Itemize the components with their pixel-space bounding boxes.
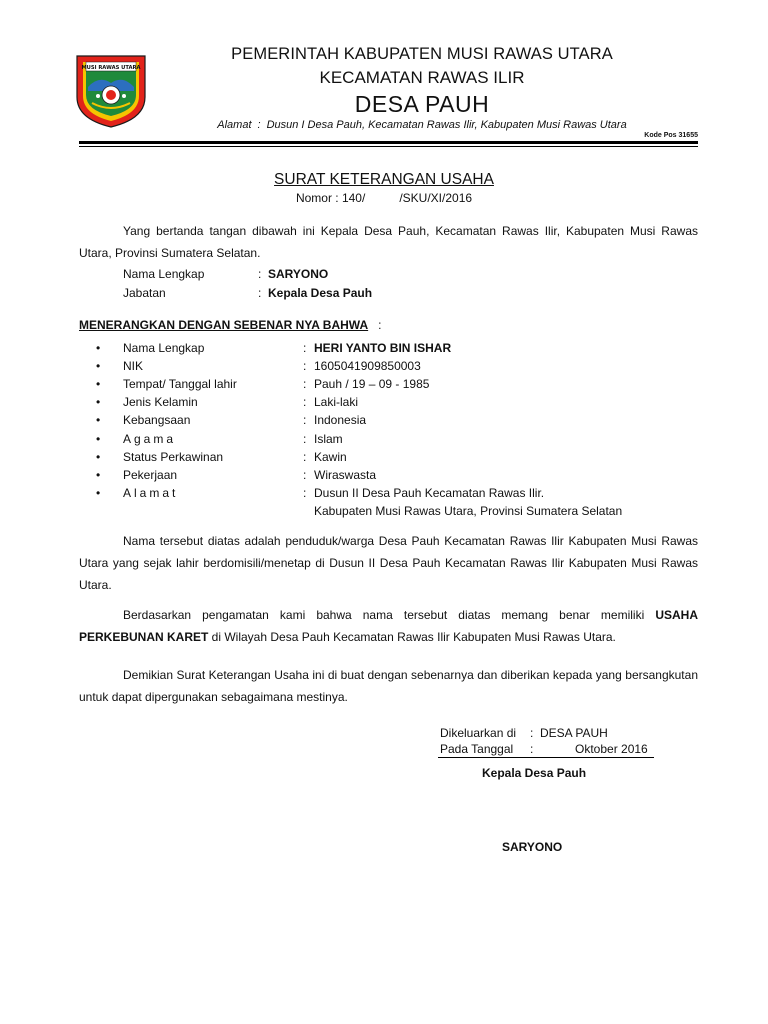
letterhead-address (150, 119, 694, 131)
subject-colon: : (303, 395, 307, 409)
subject-colon: : (303, 413, 307, 427)
subject-colon: : (303, 450, 307, 464)
document-number-suffix: /SKU/XI/2016 (399, 191, 473, 205)
subject-label: Agama (123, 432, 177, 446)
subject-label: Tempat/ Tanggal lahir (123, 377, 237, 391)
subject-value-line2: Kabupaten Musi Rawas Utara, Provinsi Sumatera Selatan (314, 504, 623, 518)
subject-colon: : (303, 468, 307, 482)
residency-paragraph (79, 530, 698, 596)
subject-colon: : (303, 377, 307, 391)
list-item (96, 395, 696, 413)
bullet-icon: • (96, 486, 101, 500)
issued-at-label: Dikeluarkan di (440, 726, 517, 740)
subject-label: Kebangsaan (123, 413, 191, 427)
regency-emblem-logo (74, 53, 148, 129)
document-number (0, 191, 768, 205)
business-type: USAHA PERKEBUNAN KARET (79, 608, 698, 644)
subject-colon: : (303, 486, 307, 500)
postal-code: Kode Pos 31655 (644, 132, 698, 139)
signer-name-value: SARYONO (268, 267, 329, 281)
closing-paragraph (79, 664, 698, 708)
subject-value: Wiraswasta (314, 468, 377, 482)
closing-text: Demikian Surat Keterangan Usaha ini di buat dengan sebenarnya dan diberikan kepada yang bersangkutan untuk dapat dipergunakan sebagaimana mestinya. (79, 668, 698, 704)
issued-at-colon: : (530, 726, 534, 740)
issue-date-value: Oktober 2016 (575, 742, 648, 756)
logo-banner-text: MUSI RAWAS UTARA (81, 65, 141, 71)
subject-colon: : (303, 432, 307, 446)
letterhead-divider-thin (79, 146, 698, 147)
list-item (96, 468, 696, 486)
document-title-text: SURAT KETERANGAN USAHA (274, 171, 494, 188)
business-text-after: di Wilayah Desa Pauh Kecamatan Rawas Ilir Kabupaten Musi Rawas Utara. (208, 630, 616, 644)
declaration-heading-text: MENERANGKAN DENGAN SEBENAR NYA BAHWA (79, 318, 369, 332)
list-item (96, 377, 696, 395)
bullet-icon: • (96, 377, 101, 391)
bullet-icon: • (96, 468, 101, 482)
signer-name-colon: : (258, 267, 262, 281)
letterhead-village: DESA PAUH (354, 91, 490, 117)
list-item (96, 359, 696, 377)
address-value: Dusun I Desa Pauh, Kecamatan Rawas Ilir, Kabupaten Musi Rawas Utara (266, 119, 627, 131)
bullet-icon: • (96, 395, 101, 409)
letterhead-government: PEMERINTAH KABUPATEN MUSI RAWAS UTARA (231, 45, 613, 63)
list-item (96, 432, 696, 450)
residency-text: Nama tersebut diatas adalah penduduk/warga Desa Pauh Kecamatan Rawas Ilir Kabupaten Musi Rawas Utara yang sejak lahir berdomisili/menetap di Dusun II Desa Pauh Kecamatan Rawas Ilir Kabupaten Musi Rawas Utara. (79, 534, 698, 592)
bullet-icon: • (96, 413, 101, 427)
signer-position-colon: : (258, 286, 262, 300)
document-title (0, 171, 768, 189)
bullet-icon: • (96, 341, 101, 355)
address-label: Alamat (217, 119, 252, 131)
intro-text: Yang bertanda tangan dibawah ini Kepala Desa Pauh, Kecamatan Rawas Ilir, Kabupaten Musi Rawas Utara, Provinsi Sumatera Selatan. (79, 224, 698, 260)
subject-colon: : (303, 341, 307, 355)
subject-value: Kawin (314, 450, 347, 464)
bullet-icon: • (96, 450, 101, 464)
bullet-icon: • (96, 432, 101, 446)
subject-label: Nama Lengkap (123, 341, 205, 355)
signatory-role: Kepala Desa Pauh (482, 766, 587, 780)
declaration-heading-colon: : (378, 318, 382, 332)
list-item (96, 450, 696, 468)
address-separator: : (257, 119, 261, 131)
subject-value: Dusun II Desa Pauh Kecamatan Rawas Ilir. (314, 486, 545, 500)
signer-position-value: Kepala Desa Pauh (268, 286, 373, 300)
list-item (96, 486, 696, 522)
list-item (96, 413, 696, 431)
subject-label: NIK (123, 359, 144, 373)
subject-label: Jenis Kelamin (123, 395, 198, 409)
intro-paragraph (79, 220, 698, 264)
business-paragraph (79, 604, 698, 648)
subject-colon: : (303, 359, 307, 373)
subject-value: 1605041909850003 (314, 359, 421, 373)
declaration-heading (79, 318, 381, 332)
signer-details (123, 267, 523, 307)
issue-date-colon: : (530, 742, 534, 756)
subject-value: Indonesia (314, 413, 367, 427)
business-text-before: Berdasarkan pengamatan kami bahwa nama tersebut diatas memang benar memiliki (123, 608, 656, 622)
issued-at-value: DESA PAUH (540, 726, 608, 740)
subject-label: Alamat (123, 486, 179, 500)
signature-divider (438, 757, 654, 758)
subject-value: HERI YANTO BIN ISHAR (314, 341, 452, 355)
letterhead-district: KECAMATAN RAWAS ILIR (319, 68, 525, 87)
signer-name-label: Nama Lengkap (123, 267, 205, 281)
subject-label: Status Perkawinan (123, 450, 224, 464)
bullet-icon: • (96, 359, 101, 373)
signer-position-label: Jabatan (123, 286, 166, 300)
subject-value: Laki-laki (314, 395, 359, 409)
issue-date-label: Pada Tanggal (440, 742, 514, 756)
document-number-prefix: Nomor : 140/ (295, 191, 366, 205)
list-item (96, 341, 696, 359)
signatory-name: SARYONO (502, 840, 563, 854)
subject-value: Islam (314, 432, 343, 446)
letterhead-divider-thick (79, 141, 698, 144)
subject-value: Pauh / 19 – 09 - 1985 (314, 377, 430, 391)
subject-label: Pekerjaan (123, 468, 178, 482)
